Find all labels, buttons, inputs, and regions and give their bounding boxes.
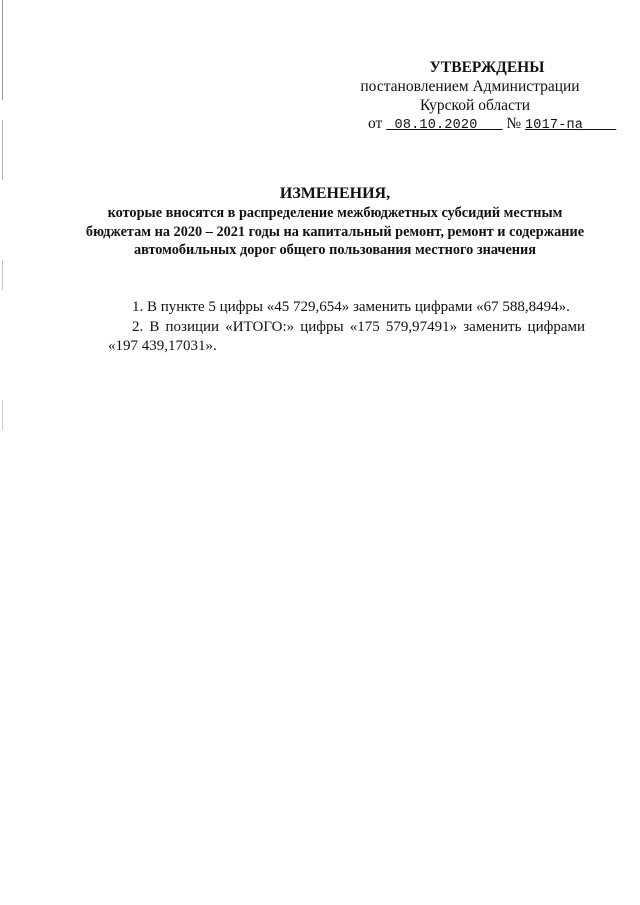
approval-block — [340, 58, 600, 115]
document-heading — [80, 184, 590, 260]
document-body — [108, 298, 585, 357]
date-prefix: от — [368, 115, 383, 132]
approval-title: УТВЕРЖДЕНЫ — [429, 59, 545, 76]
approval-line-2: Курской области — [419, 97, 531, 114]
approval-date-line — [368, 115, 616, 133]
list-item: 2. В позиции «ИТОГО:» цифры «175 579,97491» заменить цифрами «197 439,17031». — [108, 318, 585, 354]
scan-edge-line — [2, 0, 3, 520]
document-subtitle: которые вносятся в распределение межбюджетных субсидий местным бюджетам на 2020 – 2021 годы на капитальный ремонт, ремонт и содержание автомобильных дорог общего пользования местного значения — [85, 205, 585, 258]
date-value: 08.10.2020 — [394, 118, 478, 133]
number-prefix: № — [506, 115, 522, 132]
number-value: 1017-па — [524, 118, 584, 133]
list-item: 1. В пункте 5 цифры «45 729,654» заменить цифрами «67 588,8494». — [132, 299, 570, 315]
approval-line-1: постановлением Администрации — [360, 78, 580, 95]
document-title: ИЗМЕНЕНИЯ, — [279, 185, 391, 202]
